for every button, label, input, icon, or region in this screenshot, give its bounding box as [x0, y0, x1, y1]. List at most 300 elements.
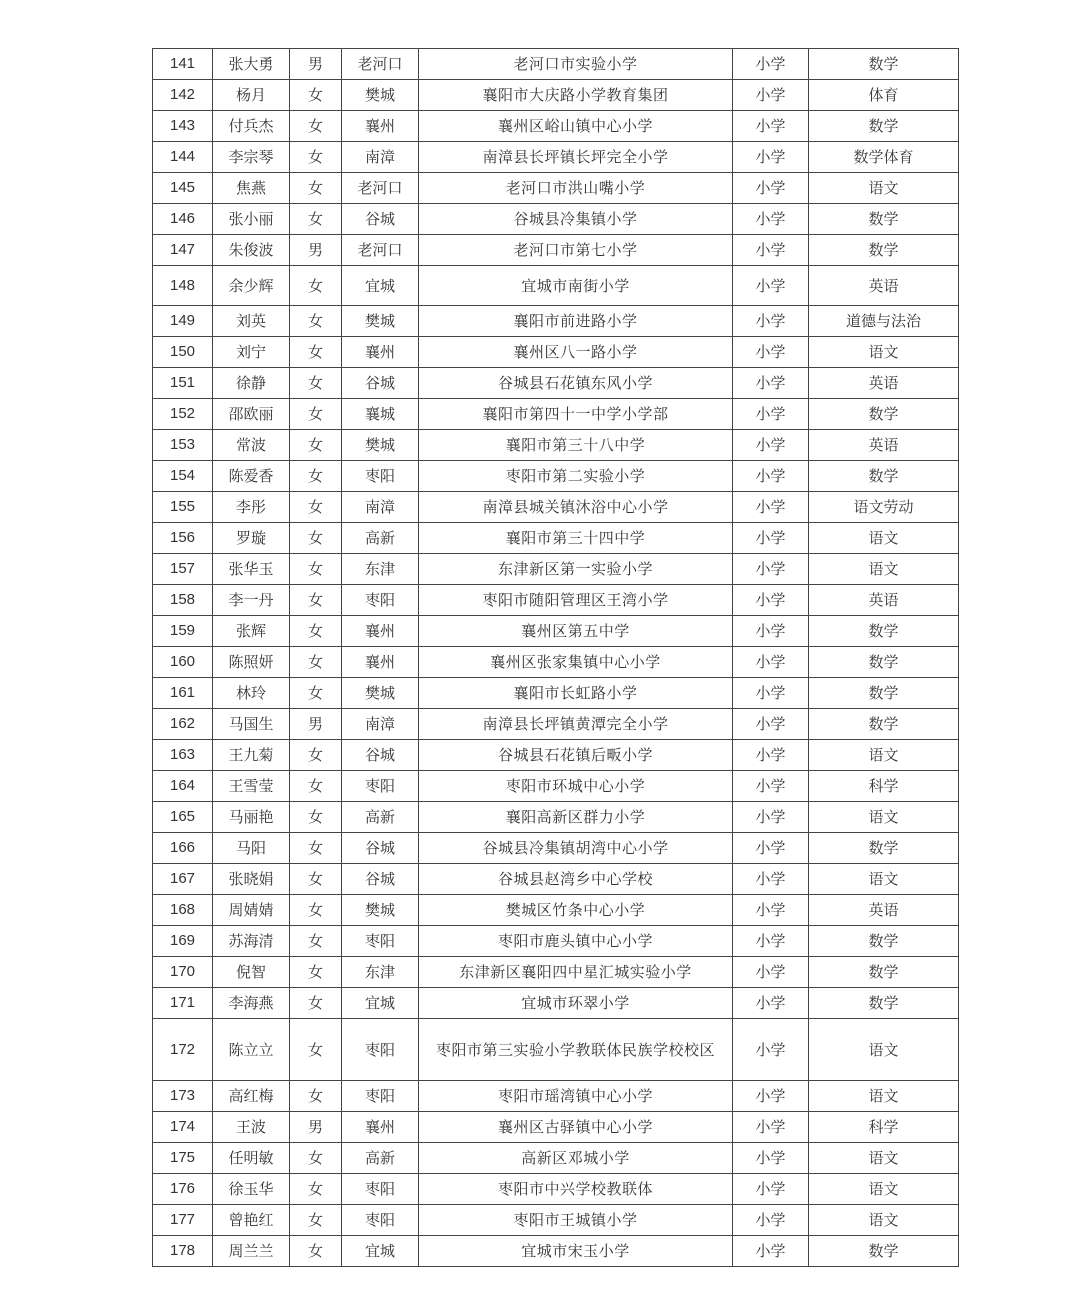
table-row — [153, 678, 959, 709]
row-number: 164 — [153, 771, 213, 802]
school-level: 小学 — [733, 678, 809, 709]
gender-cell: 男 — [290, 235, 342, 266]
school-level: 小学 — [733, 771, 809, 802]
region-cell: 枣阳 — [342, 585, 419, 616]
table-row — [153, 306, 959, 337]
school-name: 襄州区古驿镇中心小学 — [419, 1112, 733, 1143]
subject-cell: 数学 — [809, 709, 959, 740]
teacher-name: 林玲 — [213, 678, 290, 709]
teacher-name: 焦燕 — [213, 173, 290, 204]
teacher-name: 刘英 — [213, 306, 290, 337]
row-number: 177 — [153, 1205, 213, 1236]
teacher-name: 任明敏 — [213, 1143, 290, 1174]
roster-body — [153, 49, 959, 1267]
table-row — [153, 492, 959, 523]
school-level: 小学 — [733, 740, 809, 771]
region-cell: 樊城 — [342, 306, 419, 337]
table-row — [153, 864, 959, 895]
region-cell: 樊城 — [342, 678, 419, 709]
region-cell: 枣阳 — [342, 461, 419, 492]
subject-cell: 语文 — [809, 1019, 959, 1081]
school-name: 南漳县长坪镇黄潭完全小学 — [419, 709, 733, 740]
row-number: 166 — [153, 833, 213, 864]
school-name: 樊城区竹条中心小学 — [419, 895, 733, 926]
school-level: 小学 — [733, 1174, 809, 1205]
school-name: 宜城市南街小学 — [419, 266, 733, 306]
gender-cell: 女 — [290, 957, 342, 988]
school-level: 小学 — [733, 1112, 809, 1143]
school-level: 小学 — [733, 895, 809, 926]
table-row — [153, 988, 959, 1019]
region-cell: 谷城 — [342, 833, 419, 864]
subject-cell: 数学 — [809, 235, 959, 266]
teacher-name: 周兰兰 — [213, 1236, 290, 1267]
table-row — [153, 1236, 959, 1267]
gender-cell: 女 — [290, 204, 342, 235]
row-number: 147 — [153, 235, 213, 266]
row-number: 146 — [153, 204, 213, 235]
school-level: 小学 — [733, 1143, 809, 1174]
row-number: 152 — [153, 399, 213, 430]
row-number: 149 — [153, 306, 213, 337]
school-name: 枣阳市王城镇小学 — [419, 1205, 733, 1236]
gender-cell: 女 — [290, 368, 342, 399]
subject-cell: 数学 — [809, 616, 959, 647]
school-name: 谷城县石花镇后畈小学 — [419, 740, 733, 771]
region-cell: 老河口 — [342, 49, 419, 80]
school-level: 小学 — [733, 1236, 809, 1267]
row-number: 150 — [153, 337, 213, 368]
teacher-name: 张大勇 — [213, 49, 290, 80]
teacher-name: 刘宁 — [213, 337, 290, 368]
subject-cell: 体育 — [809, 80, 959, 111]
subject-cell: 语文 — [809, 554, 959, 585]
subject-cell: 道德与法治 — [809, 306, 959, 337]
subject-cell: 英语 — [809, 895, 959, 926]
gender-cell: 女 — [290, 111, 342, 142]
school-name: 襄州区张家集镇中心小学 — [419, 647, 733, 678]
table-row — [153, 926, 959, 957]
teacher-name: 李宗琴 — [213, 142, 290, 173]
school-level: 小学 — [733, 926, 809, 957]
gender-cell: 男 — [290, 49, 342, 80]
region-cell: 襄城 — [342, 399, 419, 430]
row-number: 157 — [153, 554, 213, 585]
region-cell: 谷城 — [342, 740, 419, 771]
row-number: 163 — [153, 740, 213, 771]
teacher-name: 王九菊 — [213, 740, 290, 771]
gender-cell: 女 — [290, 678, 342, 709]
school-name: 东津新区第一实验小学 — [419, 554, 733, 585]
school-name: 东津新区襄阳四中星汇城实验小学 — [419, 957, 733, 988]
gender-cell: 男 — [290, 1112, 342, 1143]
region-cell: 高新 — [342, 802, 419, 833]
gender-cell: 女 — [290, 523, 342, 554]
table-row — [153, 173, 959, 204]
row-number: 160 — [153, 647, 213, 678]
school-level: 小学 — [733, 80, 809, 111]
row-number: 168 — [153, 895, 213, 926]
teacher-name: 付兵杰 — [213, 111, 290, 142]
gender-cell: 女 — [290, 833, 342, 864]
row-number: 172 — [153, 1019, 213, 1081]
school-level: 小学 — [733, 802, 809, 833]
teacher-name: 朱俊波 — [213, 235, 290, 266]
row-number: 158 — [153, 585, 213, 616]
teacher-name: 李一丹 — [213, 585, 290, 616]
gender-cell: 女 — [290, 1174, 342, 1205]
region-cell: 东津 — [342, 957, 419, 988]
subject-cell: 数学 — [809, 461, 959, 492]
subject-cell: 科学 — [809, 771, 959, 802]
table-row — [153, 523, 959, 554]
region-cell: 枣阳 — [342, 926, 419, 957]
table-row — [153, 771, 959, 802]
table-row — [153, 266, 959, 306]
school-level: 小学 — [733, 266, 809, 306]
row-number: 167 — [153, 864, 213, 895]
school-level: 小学 — [733, 1081, 809, 1112]
school-level: 小学 — [733, 49, 809, 80]
subject-cell: 数学 — [809, 647, 959, 678]
teacher-name: 李彤 — [213, 492, 290, 523]
subject-cell: 英语 — [809, 368, 959, 399]
gender-cell: 女 — [290, 173, 342, 204]
subject-cell: 语文 — [809, 802, 959, 833]
school-name: 谷城县赵湾乡中心学校 — [419, 864, 733, 895]
table-row — [153, 709, 959, 740]
teacher-name: 陈立立 — [213, 1019, 290, 1081]
row-number: 142 — [153, 80, 213, 111]
table-row — [153, 49, 959, 80]
gender-cell: 女 — [290, 864, 342, 895]
school-level: 小学 — [733, 337, 809, 368]
school-level: 小学 — [733, 1019, 809, 1081]
gender-cell: 女 — [290, 1081, 342, 1112]
school-name: 宜城市宋玉小学 — [419, 1236, 733, 1267]
row-number: 155 — [153, 492, 213, 523]
row-number: 176 — [153, 1174, 213, 1205]
gender-cell: 女 — [290, 1019, 342, 1081]
school-name: 老河口市第七小学 — [419, 235, 733, 266]
school-level: 小学 — [733, 988, 809, 1019]
region-cell: 宜城 — [342, 988, 419, 1019]
gender-cell: 女 — [290, 1205, 342, 1236]
gender-cell: 女 — [290, 461, 342, 492]
teacher-name: 王雪莹 — [213, 771, 290, 802]
gender-cell: 女 — [290, 895, 342, 926]
region-cell: 枣阳 — [342, 1081, 419, 1112]
subject-cell: 数学 — [809, 1236, 959, 1267]
gender-cell: 女 — [290, 399, 342, 430]
teacher-name: 张辉 — [213, 616, 290, 647]
region-cell: 襄州 — [342, 111, 419, 142]
gender-cell: 女 — [290, 142, 342, 173]
school-name: 宜城市环翠小学 — [419, 988, 733, 1019]
school-name: 高新区邓城小学 — [419, 1143, 733, 1174]
table-row — [153, 554, 959, 585]
table-row — [153, 1205, 959, 1236]
gender-cell: 女 — [290, 802, 342, 833]
teacher-name: 徐静 — [213, 368, 290, 399]
region-cell: 枣阳 — [342, 1174, 419, 1205]
school-name: 枣阳市随阳管理区王湾小学 — [419, 585, 733, 616]
school-level: 小学 — [733, 833, 809, 864]
gender-cell: 女 — [290, 585, 342, 616]
teacher-name: 马阳 — [213, 833, 290, 864]
gender-cell: 女 — [290, 616, 342, 647]
school-level: 小学 — [733, 864, 809, 895]
school-level: 小学 — [733, 957, 809, 988]
school-level: 小学 — [733, 204, 809, 235]
region-cell: 高新 — [342, 1143, 419, 1174]
table-row — [153, 616, 959, 647]
school-level: 小学 — [733, 399, 809, 430]
gender-cell: 女 — [290, 771, 342, 802]
subject-cell: 语文 — [809, 1174, 959, 1205]
table-row — [153, 957, 959, 988]
subject-cell: 数学 — [809, 833, 959, 864]
region-cell: 宜城 — [342, 266, 419, 306]
school-name: 襄阳高新区群力小学 — [419, 802, 733, 833]
school-name: 枣阳市环城中心小学 — [419, 771, 733, 802]
subject-cell: 数学 — [809, 399, 959, 430]
subject-cell: 数学 — [809, 988, 959, 1019]
table-row — [153, 833, 959, 864]
row-number: 174 — [153, 1112, 213, 1143]
subject-cell: 语文 — [809, 1081, 959, 1112]
table-row — [153, 111, 959, 142]
row-number: 170 — [153, 957, 213, 988]
region-cell: 襄州 — [342, 647, 419, 678]
school-level: 小学 — [733, 173, 809, 204]
gender-cell: 女 — [290, 740, 342, 771]
region-cell: 南漳 — [342, 492, 419, 523]
school-name: 谷城县冷集镇胡湾中心小学 — [419, 833, 733, 864]
subject-cell: 数学 — [809, 204, 959, 235]
school-level: 小学 — [733, 647, 809, 678]
teacher-name: 倪智 — [213, 957, 290, 988]
gender-cell: 女 — [290, 492, 342, 523]
row-number: 153 — [153, 430, 213, 461]
table-row — [153, 399, 959, 430]
table-row — [153, 235, 959, 266]
school-level: 小学 — [733, 492, 809, 523]
table-row — [153, 368, 959, 399]
school-level: 小学 — [733, 1205, 809, 1236]
region-cell: 襄州 — [342, 1112, 419, 1143]
row-number: 159 — [153, 616, 213, 647]
school-level: 小学 — [733, 368, 809, 399]
table-row — [153, 1019, 959, 1081]
teacher-name: 张晓娟 — [213, 864, 290, 895]
subject-cell: 语文 — [809, 173, 959, 204]
school-level: 小学 — [733, 554, 809, 585]
region-cell: 谷城 — [342, 204, 419, 235]
gender-cell: 女 — [290, 647, 342, 678]
teacher-name: 张华玉 — [213, 554, 290, 585]
region-cell: 谷城 — [342, 368, 419, 399]
gender-cell: 男 — [290, 709, 342, 740]
region-cell: 高新 — [342, 523, 419, 554]
teacher-name: 王波 — [213, 1112, 290, 1143]
school-level: 小学 — [733, 585, 809, 616]
school-name: 襄州区第五中学 — [419, 616, 733, 647]
row-number: 178 — [153, 1236, 213, 1267]
school-name: 谷城县冷集镇小学 — [419, 204, 733, 235]
region-cell: 樊城 — [342, 895, 419, 926]
subject-cell: 数学 — [809, 678, 959, 709]
school-level: 小学 — [733, 306, 809, 337]
subject-cell: 语文 — [809, 523, 959, 554]
region-cell: 南漳 — [342, 709, 419, 740]
table-row — [153, 461, 959, 492]
region-cell: 老河口 — [342, 173, 419, 204]
subject-cell: 语文劳动 — [809, 492, 959, 523]
gender-cell: 女 — [290, 926, 342, 957]
subject-cell: 数学 — [809, 49, 959, 80]
teacher-name: 马丽艳 — [213, 802, 290, 833]
school-name: 襄阳市大庆路小学教育集团 — [419, 80, 733, 111]
region-cell: 枣阳 — [342, 1205, 419, 1236]
school-level: 小学 — [733, 235, 809, 266]
subject-cell: 数学 — [809, 926, 959, 957]
subject-cell: 数学 — [809, 957, 959, 988]
school-level: 小学 — [733, 430, 809, 461]
teacher-name: 张小丽 — [213, 204, 290, 235]
table-row — [153, 1143, 959, 1174]
school-level: 小学 — [733, 616, 809, 647]
gender-cell: 女 — [290, 1236, 342, 1267]
table-row — [153, 430, 959, 461]
row-number: 143 — [153, 111, 213, 142]
row-number: 165 — [153, 802, 213, 833]
school-name: 枣阳市第二实验小学 — [419, 461, 733, 492]
gender-cell: 女 — [290, 266, 342, 306]
region-cell: 樊城 — [342, 430, 419, 461]
subject-cell: 英语 — [809, 585, 959, 616]
region-cell: 襄州 — [342, 616, 419, 647]
gender-cell: 女 — [290, 306, 342, 337]
region-cell: 枣阳 — [342, 771, 419, 802]
teacher-roster-table — [152, 48, 959, 1267]
gender-cell: 女 — [290, 1143, 342, 1174]
school-name: 南漳县长坪镇长坪完全小学 — [419, 142, 733, 173]
teacher-name: 曾艳红 — [213, 1205, 290, 1236]
school-level: 小学 — [733, 142, 809, 173]
gender-cell: 女 — [290, 554, 342, 585]
row-number: 169 — [153, 926, 213, 957]
region-cell: 东津 — [342, 554, 419, 585]
school-name: 襄阳市第三十八中学 — [419, 430, 733, 461]
teacher-name: 陈照妍 — [213, 647, 290, 678]
row-number: 154 — [153, 461, 213, 492]
school-name: 襄阳市第四十一中学小学部 — [419, 399, 733, 430]
school-level: 小学 — [733, 111, 809, 142]
school-level: 小学 — [733, 523, 809, 554]
row-number: 141 — [153, 49, 213, 80]
subject-cell: 数学 — [809, 111, 959, 142]
gender-cell: 女 — [290, 430, 342, 461]
row-number: 156 — [153, 523, 213, 554]
table-row — [153, 895, 959, 926]
teacher-name: 邵欧丽 — [213, 399, 290, 430]
row-number: 148 — [153, 266, 213, 306]
school-name: 谷城县石花镇东风小学 — [419, 368, 733, 399]
region-cell: 南漳 — [342, 142, 419, 173]
region-cell: 樊城 — [342, 80, 419, 111]
row-number: 162 — [153, 709, 213, 740]
school-name: 枣阳市中兴学校教联体 — [419, 1174, 733, 1205]
gender-cell: 女 — [290, 337, 342, 368]
school-name: 襄阳市前进路小学 — [419, 306, 733, 337]
row-number: 145 — [153, 173, 213, 204]
school-name: 老河口市洪山嘴小学 — [419, 173, 733, 204]
region-cell: 宜城 — [342, 1236, 419, 1267]
region-cell: 襄州 — [342, 337, 419, 368]
school-name: 襄阳市第三十四中学 — [419, 523, 733, 554]
school-name: 南漳县城关镇沐浴中心小学 — [419, 492, 733, 523]
table-row — [153, 80, 959, 111]
table-row — [153, 204, 959, 235]
teacher-name: 陈爱香 — [213, 461, 290, 492]
subject-cell: 英语 — [809, 430, 959, 461]
teacher-name: 罗璇 — [213, 523, 290, 554]
subject-cell: 语文 — [809, 864, 959, 895]
school-name: 襄州区八一路小学 — [419, 337, 733, 368]
region-cell: 谷城 — [342, 864, 419, 895]
school-name: 老河口市实验小学 — [419, 49, 733, 80]
subject-cell: 英语 — [809, 266, 959, 306]
teacher-name: 马国生 — [213, 709, 290, 740]
school-level: 小学 — [733, 709, 809, 740]
table-row — [153, 1112, 959, 1143]
table-row — [153, 1081, 959, 1112]
row-number: 144 — [153, 142, 213, 173]
school-level: 小学 — [733, 461, 809, 492]
row-number: 175 — [153, 1143, 213, 1174]
subject-cell: 数学体育 — [809, 142, 959, 173]
table-row — [153, 142, 959, 173]
table-row — [153, 647, 959, 678]
table-row — [153, 1174, 959, 1205]
region-cell: 枣阳 — [342, 1019, 419, 1081]
subject-cell: 语文 — [809, 1143, 959, 1174]
gender-cell: 女 — [290, 80, 342, 111]
school-name: 襄州区峪山镇中心小学 — [419, 111, 733, 142]
teacher-name: 徐玉华 — [213, 1174, 290, 1205]
row-number: 173 — [153, 1081, 213, 1112]
teacher-name: 杨月 — [213, 80, 290, 111]
school-name: 枣阳市瑶湾镇中心小学 — [419, 1081, 733, 1112]
school-name: 襄阳市长虹路小学 — [419, 678, 733, 709]
subject-cell: 语文 — [809, 337, 959, 368]
row-number: 171 — [153, 988, 213, 1019]
teacher-name: 高红梅 — [213, 1081, 290, 1112]
subject-cell: 语文 — [809, 740, 959, 771]
row-number: 151 — [153, 368, 213, 399]
teacher-name: 常波 — [213, 430, 290, 461]
subject-cell: 科学 — [809, 1112, 959, 1143]
teacher-name: 李海燕 — [213, 988, 290, 1019]
school-name: 枣阳市鹿头镇中心小学 — [419, 926, 733, 957]
teacher-name: 苏海清 — [213, 926, 290, 957]
table-row — [153, 337, 959, 368]
row-number: 161 — [153, 678, 213, 709]
table-row — [153, 740, 959, 771]
school-name: 枣阳市第三实验小学教联体民族学校校区 — [419, 1019, 733, 1081]
table-row — [153, 585, 959, 616]
